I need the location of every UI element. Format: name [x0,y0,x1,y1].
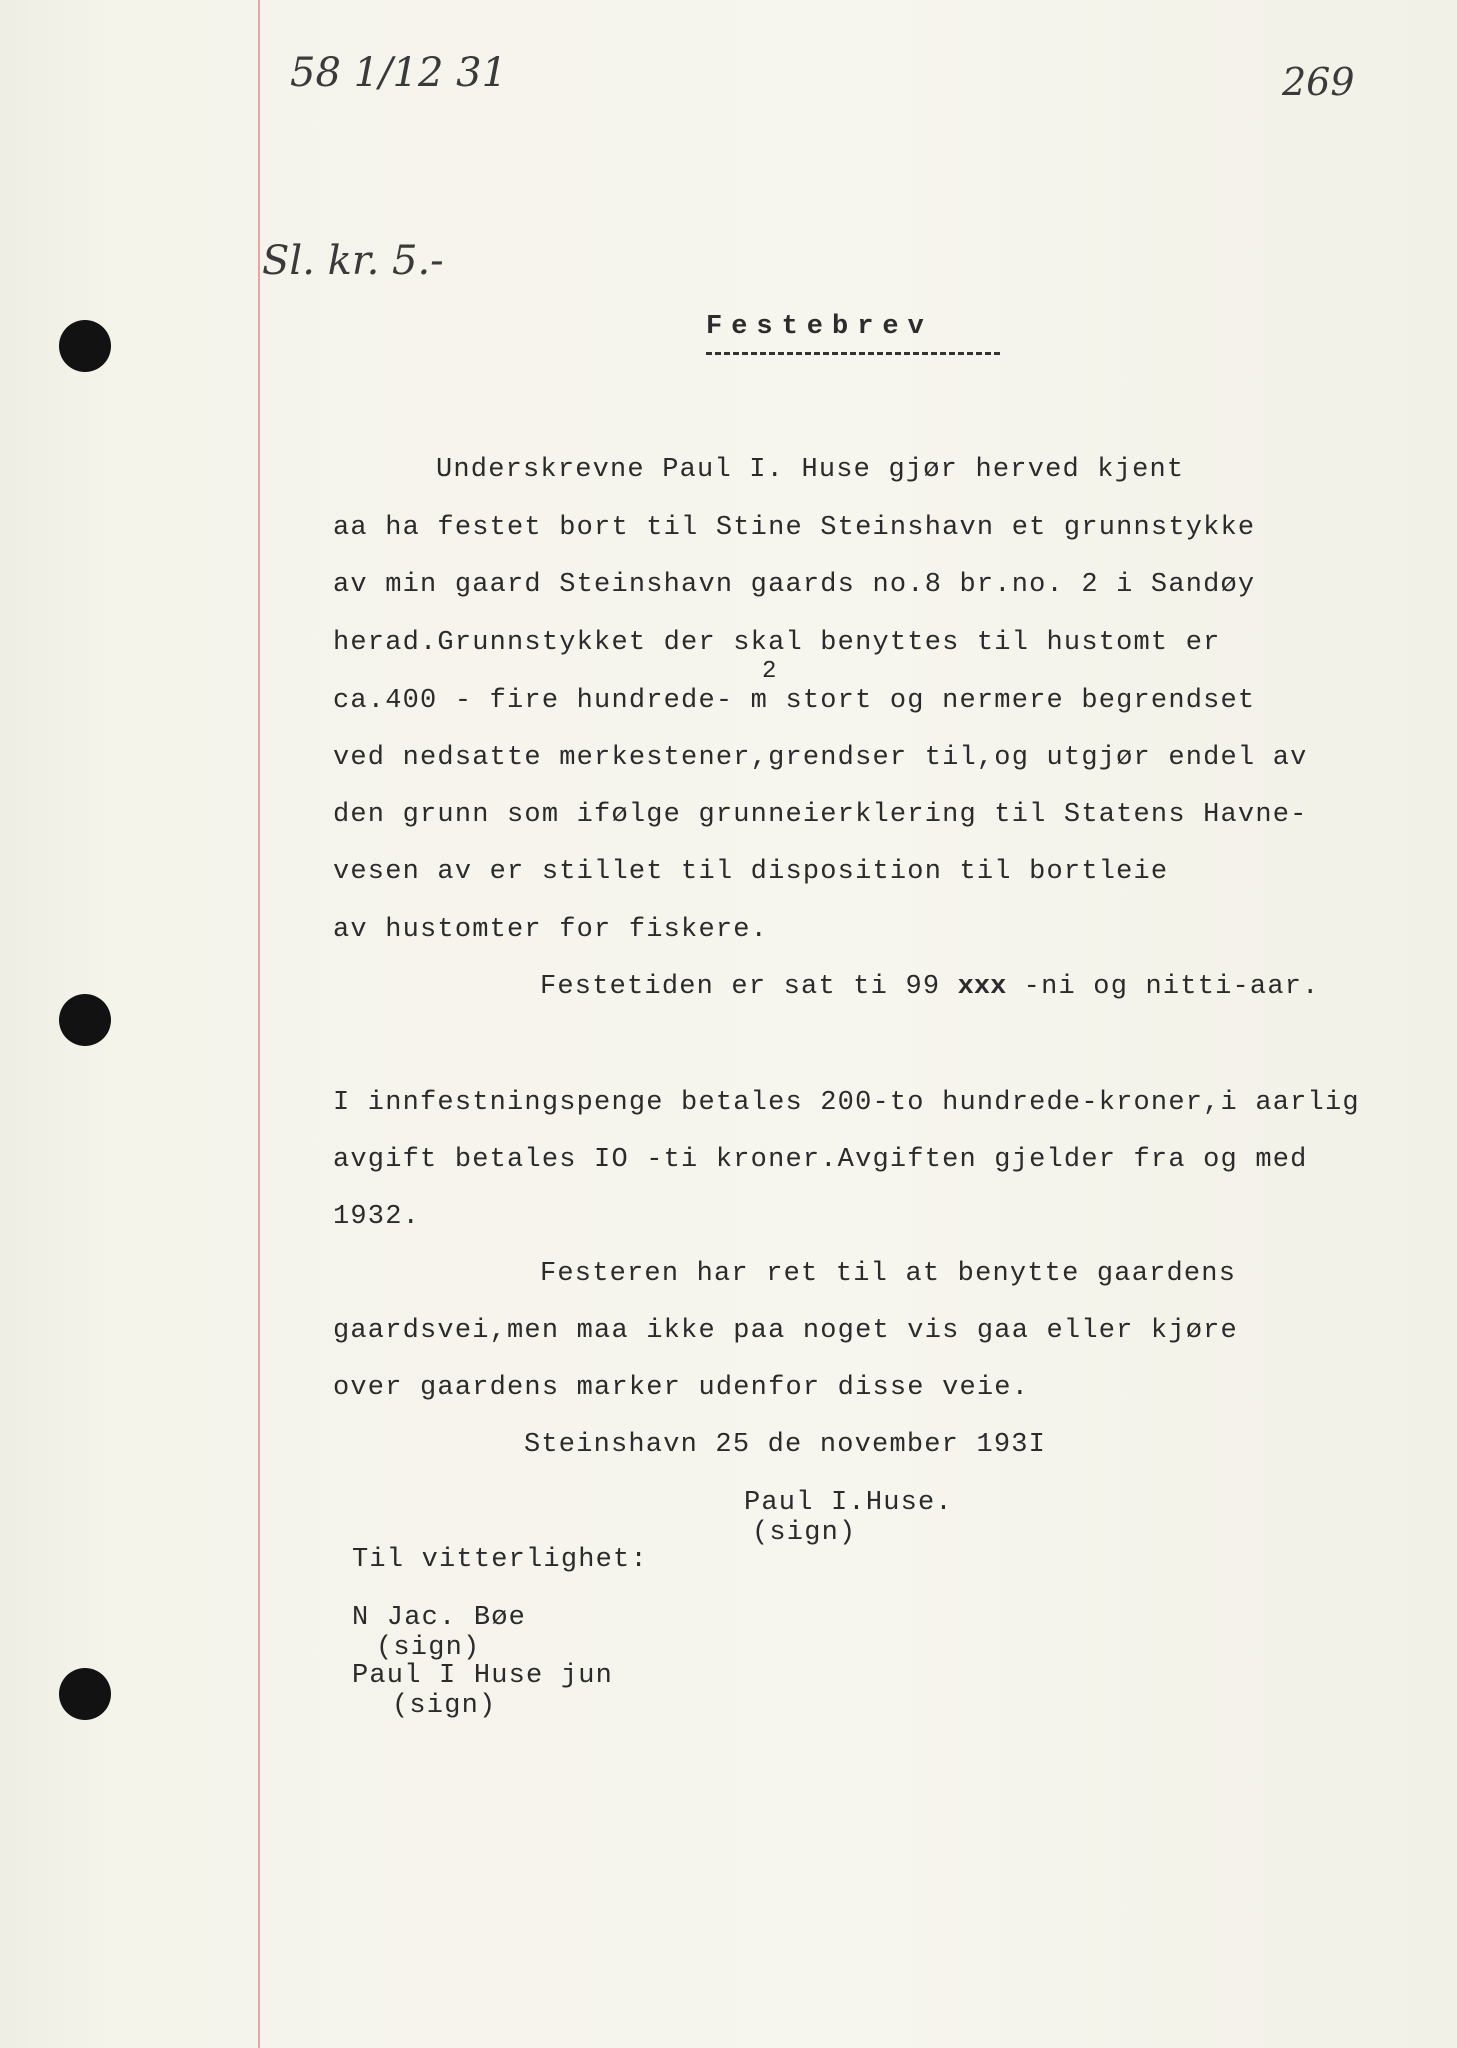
body-line: den grunn som ifølge grunneierklering til Statens Havne- [333,800,1308,830]
place-date: Steinshavn 25 de november 193I [524,1430,1047,1460]
body-line: 1932. [333,1202,421,1232]
punch-hole-top [59,320,111,372]
body-line: av min gaard Steinshavn gaards no.8 br.no. 2 i Sandøy [333,570,1256,600]
body-line: avgift betales IO -ti kroner.Avgiften gjelder fra og med [333,1145,1308,1175]
body-line: av hustomter for fiskere. [333,915,769,945]
body-line: herad.Grunnstykket der skal benyttes til hustomt er [333,628,1221,658]
witness-name: Paul I Huse jun [352,1661,614,1691]
body-line: ved nedsatte merkestener,grendser til,og utgjør endel av [333,743,1308,773]
body-line: gaardsvei,men maa ikke paa noget vis gaa eller kjøre [333,1316,1238,1346]
margin-line [258,0,260,2048]
body-line: Festeren har ret til at benytte gaardens [540,1259,1237,1289]
witness-heading: Til vitterlighet: [352,1545,648,1575]
fee-note: Sl. kr. 5.- [262,238,444,284]
witness-sign: (sign) [376,1633,481,1663]
body-line: aa ha festet bort til Stine Steinshavn et grunnstykke [333,513,1256,543]
signer-name: Paul I.Huse. [744,1488,953,1518]
page-number: 269 [1282,60,1355,104]
punch-hole-bottom [59,1668,111,1720]
superscript-two: 2 [762,658,778,685]
document-title: Festebrev [706,312,933,342]
witness-name: N Jac. Bøe [352,1603,527,1633]
witness-sign: (sign) [392,1691,497,1721]
date-note: 58 1/12 31 [290,50,508,96]
body-line: ca.400 - fire hundrede- m stort og nermere begrendset [333,686,1256,716]
punch-hole-middle [59,994,111,1046]
signer-sign: (sign) [752,1518,857,1548]
body-line: over gaardens marker udenfor disse veie. [333,1373,1030,1403]
title-underline [706,352,1000,355]
body-line: vesen av er stillet til disposition til bortleie [333,857,1169,887]
struck-text: xxx [957,972,1007,1002]
term-text: Festetiden er sat ti 99 [540,972,958,1002]
body-line: Underskrevne Paul I. Huse gjør herved kjent [436,455,1185,485]
term-text-end: -ni og nitti-aar. [1006,972,1320,1002]
term-line [540,972,1320,1002]
body-line: I innfestningspenge betales 200-to hundrede-kroner,i aarlig [333,1088,1360,1118]
